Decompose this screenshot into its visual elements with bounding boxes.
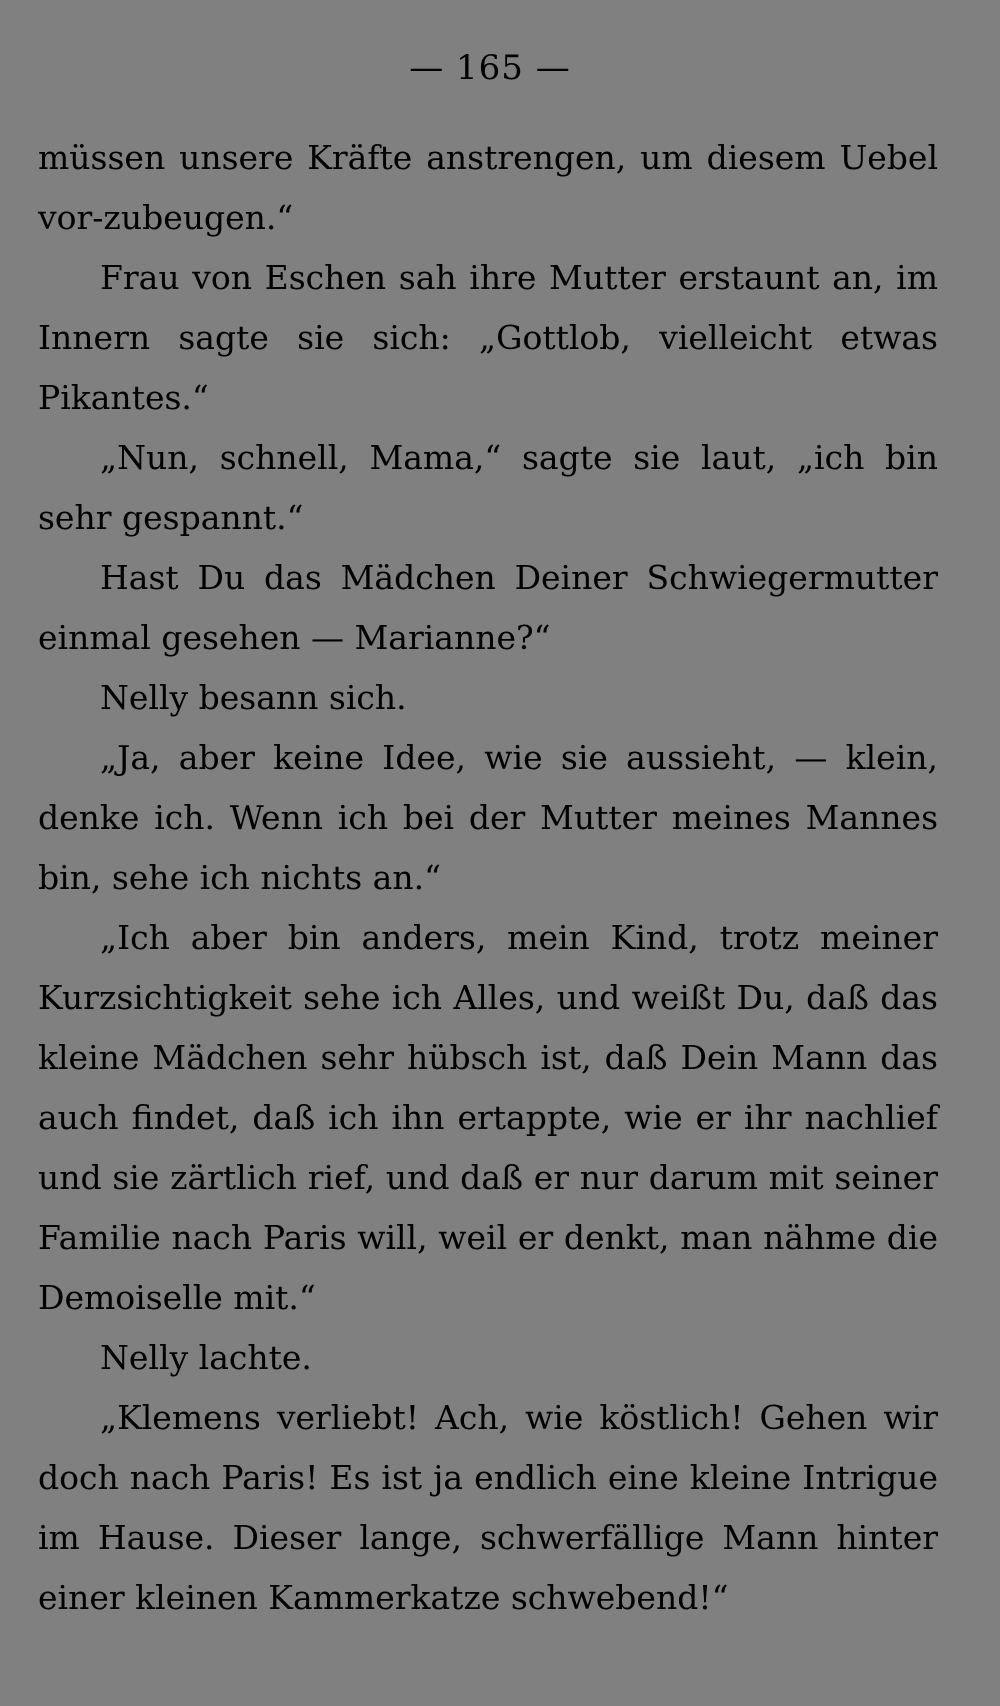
paragraph: „Klemens verliebt! Ach, wie köstlich! Gehen wir doch nach Paris! Es ist ja endlich eine kleine Intrigue im Hause. Dieser lange, schwerfällige Mann hinter einer kleinen Kammerkatze schwebend!“	[38, 1398, 938, 1617]
paragraph: „Ja, aber keine Idee, wie sie aussieht, — klein, denke ich. Wenn ich bei der Mutter meines Mannes bin, sehe ich nichts an.“	[38, 738, 938, 897]
paragraph: Hast Du das Mädchen Deiner Schwiegermutter einmal gesehen — Marianne?“	[38, 558, 938, 657]
paragraph: Frau von Eschen sah ihre Mutter erstaunt an, im Innern sagte sie sich: „Gottlob, vielleicht etwas Pikantes.“	[38, 258, 938, 417]
paragraph: Nelly lachte.	[100, 1338, 312, 1377]
body-text	[38, 128, 938, 1628]
paragraph: „Nun, schnell, Mama,“ sagte sie laut, „ich bin sehr gespannt.“	[38, 438, 938, 537]
page-number: — 165 —	[409, 48, 571, 88]
paragraph: müssen unsere Kräfte anstrengen, um diesem Uebel vor-zubeugen.“	[38, 138, 938, 237]
paragraph: „Ich aber bin anders, mein Kind, trotz meiner Kurzsichtigkeit sehe ich Alles, und weißt Du, daß das kleine Mädchen sehr hübsch ist, daß Dein Mann das auch findet, daß ich ihn ertappte, wie er ihr nachlief und sie zärtlich rief, und daß er nur darum mit seiner Familie nach Paris will, weil er denkt, man nähme die Demoiselle mit.“	[38, 918, 938, 1317]
paragraph: Nelly besann sich.	[100, 678, 407, 717]
